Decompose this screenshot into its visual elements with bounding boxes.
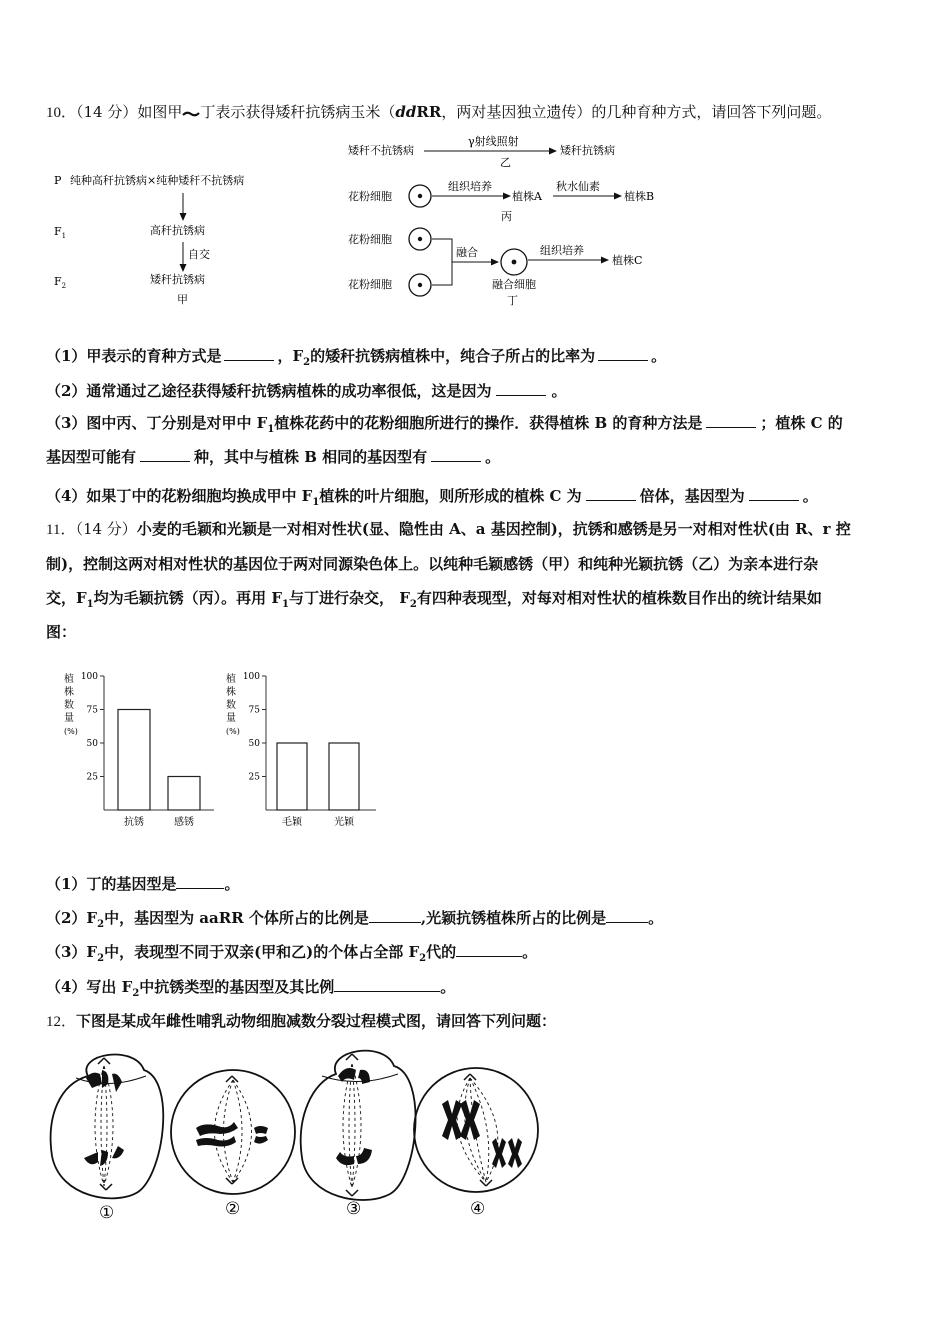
f2-label: $F_2$ <box>54 275 67 290</box>
cell-2-label: ② <box>225 1199 241 1219</box>
bar-2 <box>329 743 359 810</box>
yi-left: 矮秆不抗锈病 <box>348 144 414 157</box>
q11-sub2: $(2)F_2$中，基因型为 aaRR 个体所占的比例是 ,光颖抗锈植株所占的比例是 。 <box>46 909 664 930</box>
nucleus-dot <box>418 194 422 198</box>
answer-blank[interactable] <box>706 413 756 428</box>
y-tick-label: 50 <box>248 739 260 749</box>
x-tick-label: 光颖 <box>334 817 354 828</box>
answer-blank[interactable] <box>749 486 799 501</box>
p-cross: 纯种高秆抗锈病×纯种矮秆不抗锈病 <box>70 174 245 187</box>
answer-blank[interactable] <box>598 346 648 361</box>
cell-4-label: ④ <box>470 1199 486 1219</box>
yi-arrow-bottom: 乙 <box>500 156 511 169</box>
f1-label: $F_1$ <box>54 225 67 240</box>
p-label: P <box>54 174 62 187</box>
jia-label: 甲 <box>177 293 188 306</box>
bing-label: 丙 <box>501 210 512 223</box>
cell-1-label: ① <box>99 1203 115 1223</box>
yi-right: 矮秆抗锈病 <box>560 144 615 157</box>
q11-sub3: $(3)F_2$中，表现型不同于双亲(甲和乙)的个体占全部 $F_2$代的 。 <box>46 943 538 964</box>
ding-top: 花粉细胞 <box>348 233 392 246</box>
y-tick-label: 25 <box>248 772 260 783</box>
q10-sub4: （4）如果丁中的花粉细胞均换成甲中 $F_1$植株的叶片细胞，则所形成的植株 C 为 倍体，基因型为 。 <box>46 487 818 508</box>
y-axis-label: 株 <box>64 687 74 698</box>
y-tick-label: 100 <box>242 672 260 682</box>
y-tick-label: 75 <box>86 705 98 716</box>
cell-4 <box>414 1068 538 1192</box>
chart-rust-resistance <box>56 668 226 838</box>
q10-stem-b: 丁表示获得矮秆抗锈病玉米（ <box>200 103 396 121</box>
bing-mid: 植株A <box>512 190 542 203</box>
selfing-label: 自交 <box>188 248 210 261</box>
answer-blank[interactable] <box>369 908 421 923</box>
q10-stem <box>46 103 906 122</box>
answer-blank[interactable] <box>176 874 224 889</box>
ding-right: 植株C <box>612 254 643 267</box>
cell-2 <box>171 1070 295 1194</box>
y-axis-label: (%) <box>226 727 240 736</box>
q10-breeding-diagram <box>46 130 686 315</box>
y-axis-label: 株 <box>226 687 236 698</box>
y-axis-label: 量 <box>64 713 74 724</box>
wave-dash-icon <box>182 104 200 122</box>
answer-blank[interactable] <box>224 346 274 361</box>
answer-blank[interactable] <box>606 908 648 923</box>
y-tick-label: 75 <box>248 705 260 716</box>
x-tick-label: 毛颖 <box>282 817 302 828</box>
q12-stem: 12．下图是某成年雌性哺乳动物细胞减数分裂过程模式图，请回答下列问题： <box>46 1012 557 1030</box>
y-axis-label: 植 <box>226 674 236 685</box>
ding-bottom: 花粉细胞 <box>348 278 392 291</box>
chart-glume-hair <box>218 668 388 838</box>
bar-1 <box>277 743 307 810</box>
y-tick-label: 100 <box>80 672 98 682</box>
answer-blank[interactable] <box>334 977 440 992</box>
x-tick-label: 感锈 <box>174 817 194 828</box>
meiosis-cells-figure <box>46 1046 566 1226</box>
q11-sub4: （4）写出 $F_2$中抗锈类型的基因型及其比例 。 <box>46 978 456 999</box>
q11-stem: 11．（14 分）小麦的毛颖和光颖是一对相对性状(显、隐性由 A、a 基因控制)，抗锈和感锈是另一对相对性状(由 R、r 控 制)，控制这两对相对性状的基因位于两对同源染色体上。以纯种毛颖感锈（甲）和纯种光颖抗锈（乙）为亲本进行杂 交，$F_1$均为毛颖抗锈（丙）。再用 $F_1$与丁进行杂交， $F_2$有四种表现型，对每对相对性状的植株数目作出的统计结果如 图： <box>46 520 851 641</box>
y-axis-label: 数 <box>64 700 74 711</box>
q10-stem-a: 如图甲 <box>137 103 183 121</box>
yi-arrow-top: γ射线照射 <box>468 135 519 148</box>
cell-1 <box>51 1055 164 1199</box>
answer-blank[interactable] <box>140 447 190 462</box>
x-tick-label: 抗锈 <box>124 817 144 828</box>
q10-points: （14 分） <box>76 103 138 121</box>
ding-fuse: 融合 <box>456 246 478 259</box>
y-tick-label: 50 <box>86 739 98 749</box>
f1-text: 高秆抗锈病 <box>150 224 205 237</box>
q10-sub3: （3）图中丙、丁分别是对甲中 $F_1$植株花药中的花粉细胞所进行的操作．获得植株 B 的育种方法是 ；植株 C 的 基因型可能有 种，其中与植株 B 相同的基因型有 。 <box>46 414 843 466</box>
y-axis-label: 量 <box>226 713 236 724</box>
answer-blank[interactable] <box>456 942 522 957</box>
bing-left: 花粉细胞 <box>348 190 392 203</box>
bar-1 <box>118 710 150 811</box>
f2-text: 矮秆抗锈病 <box>150 273 205 286</box>
q11-sub1: （1）丁的基因型是 。 <box>46 875 240 893</box>
answer-blank[interactable] <box>496 381 546 396</box>
y-tick-label: 25 <box>86 772 98 783</box>
q10-stem-c: ，两对基因独立遗传）的几种育种方式，请回答下列问题。 <box>441 103 832 121</box>
cell-3-label: ③ <box>346 1199 362 1219</box>
nucleus-dot <box>418 283 422 287</box>
ding-arrow: 组织培养 <box>540 244 584 257</box>
nucleus-dot <box>418 237 422 241</box>
y-axis-label: (%) <box>64 727 78 736</box>
q10-genotype-italic: dd <box>395 103 417 121</box>
bar-2 <box>168 777 200 811</box>
y-axis-label: 植 <box>64 674 74 685</box>
q10-sub1: （1）甲表示的育种方式是 ，$F_2$的矮秆抗锈病植株中，纯合子所占的比率为 。 <box>46 347 667 368</box>
bing-arrow1: 组织培养 <box>448 180 492 193</box>
q10-sub2: （2）通常通过乙途径获得矮秆抗锈病植株的成功率很低，这是因为 。 <box>46 382 567 400</box>
bing-right: 植株B <box>624 190 655 203</box>
nucleus-dot <box>512 260 517 265</box>
y-axis-label: 数 <box>226 700 236 711</box>
answer-blank[interactable] <box>586 486 636 501</box>
answer-blank[interactable] <box>431 447 481 462</box>
q10-genotype-rest: RR <box>416 103 442 121</box>
cell-3 <box>301 1051 416 1200</box>
q10-number: 10． <box>46 105 77 121</box>
bing-arrow2: 秋水仙素 <box>556 180 600 193</box>
ding-label: 丁 <box>507 294 518 307</box>
ding-cell: 融合细胞 <box>492 278 536 291</box>
